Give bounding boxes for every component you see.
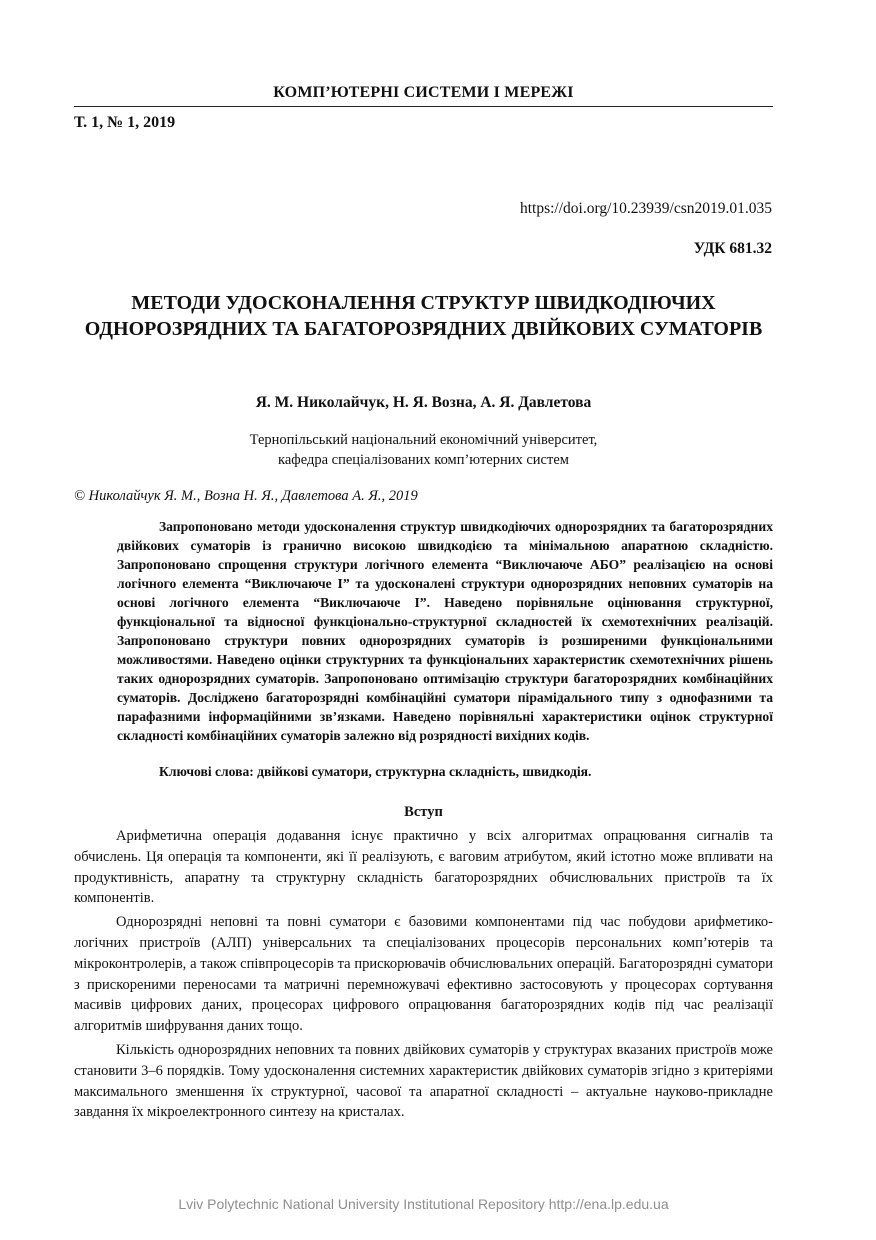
affiliation-line-2: кафедра спеціалізованих комп’ютерних систем <box>278 452 569 468</box>
journal-title: КОМП’ЮТЕРНІ СИСТЕМИ І МЕРЕЖІ <box>273 84 574 101</box>
repository-footer[interactable]: Lviv Polytechnic National University Institutional Repository http://ena.lp.edu.ua <box>178 1196 669 1212</box>
header-rule <box>74 106 773 107</box>
doi-link[interactable]: https://doi.org/10.23939/csn2019.01.035 <box>519 200 772 217</box>
paragraph: Арифметична операція додавання існує практично у всіх алгоритмах опрацювання сигналів та обчислень. Ця операція та компоненти, які її реалізують, є ваговим атрибутом, який істотно може впливати на продуктивність, апаратну та структурну складність багаторозрядних обчислювальних пристроїв та їх компонентів. <box>74 828 773 907</box>
paragraph: Кількість однорозрядних неповних та повних двійкових суматорів у структурах вказаних пристроїв може становити 3–6 порядків. Тому удосконалення системних характеристик двійкових суматорів згідно з критеріями максимального зменшення їх структурної, часової та апаратної складності – актуальне науково-прикладне завдання їх мікроелектронного синтезу на кристалах. <box>74 1041 773 1121</box>
authors: Я. М. Николайчук, Н. Я. Возна, А. Я. Давлетова <box>255 394 592 411</box>
paragraph: Однорозрядні неповні та повні суматори є базовими компонентами під час побудови арифметико-логічних пристроїв (АЛП) універсальних та спеціалізованих процесорів персональних комп’ютерів та мікроконтролерів, а також співпроцесорів та прискорювачів обчислювальних операцій. Багаторозрядні суматори з прискореними переносами та матричні перемножувачі ефективно застосовують у процесорах сортування масивів цифрових даних, процесорах цифрового опрацювання багаторозрядних кодів під час реалізації алгоритмів шифрування даних тощо. <box>74 914 773 1035</box>
body-text <box>74 826 773 1126</box>
abstract: Запропоновано методи удосконалення структур швидкодіючих однорозрядних та багаторозрядних двійкових суматорів із гранично високою швидкодією та мінімальною апаратною складністю. Запропоновано спрощення структури логічного елемента “Виключаюче АБО” реалізацією на основі логічного елемента “Виключаюче І” та удосконалені структури однорозрядних неповних суматорів на основі логічного елемента “Виключаюче І”. Наведено порівняльне оцінювання структурної, функціональної та відносної функціонально-структурної складностей їх схемотехнічних реалізацій. Запропоновано структури повних однорозрядних суматорів із розширеними функціональними можливостями. Наведено оцінки структурних та функціональних характеристик схемотехнічних рішень таких однорозрядних суматорів. Запропоновано оптимізацію структури багаторозрядних комбінаційних суматорів. Досліджено багаторозрядні комбінаційні суматори пірамідального типу з однофазними та парафазними інформаційними зв’язками. Наведено порівняльні характеристики оцінок структурної складності комбінаційних суматорів залежно від розрядності вихідних кодів. <box>117 519 773 743</box>
affiliation-line-1: Тернопільський національний економічний університет, <box>249 432 598 448</box>
volume-issue: Т. 1, № 1, 2019 <box>74 114 176 131</box>
affiliation <box>74 430 773 470</box>
copyright-line: © Николайчук Я. М., Возна Н. Я., Давлетова А. Я., 2019 <box>74 488 418 504</box>
article-title: МЕТОДИ УДОСКОНАЛЕННЯ СТРУКТУР ШВИДКОДІЮЧИХ ОДНОРОЗРЯДНИХ ТА БАГАТОРОЗРЯДНИХ ДВІЙКОВИХ СУМАТОРІВ <box>84 292 763 340</box>
udc-code: УДК 681.32 <box>693 240 772 257</box>
section-heading: Вступ <box>404 804 443 820</box>
keywords: Ключові слова: двійкові суматори, структурна складність, швидкодія. <box>159 764 592 779</box>
